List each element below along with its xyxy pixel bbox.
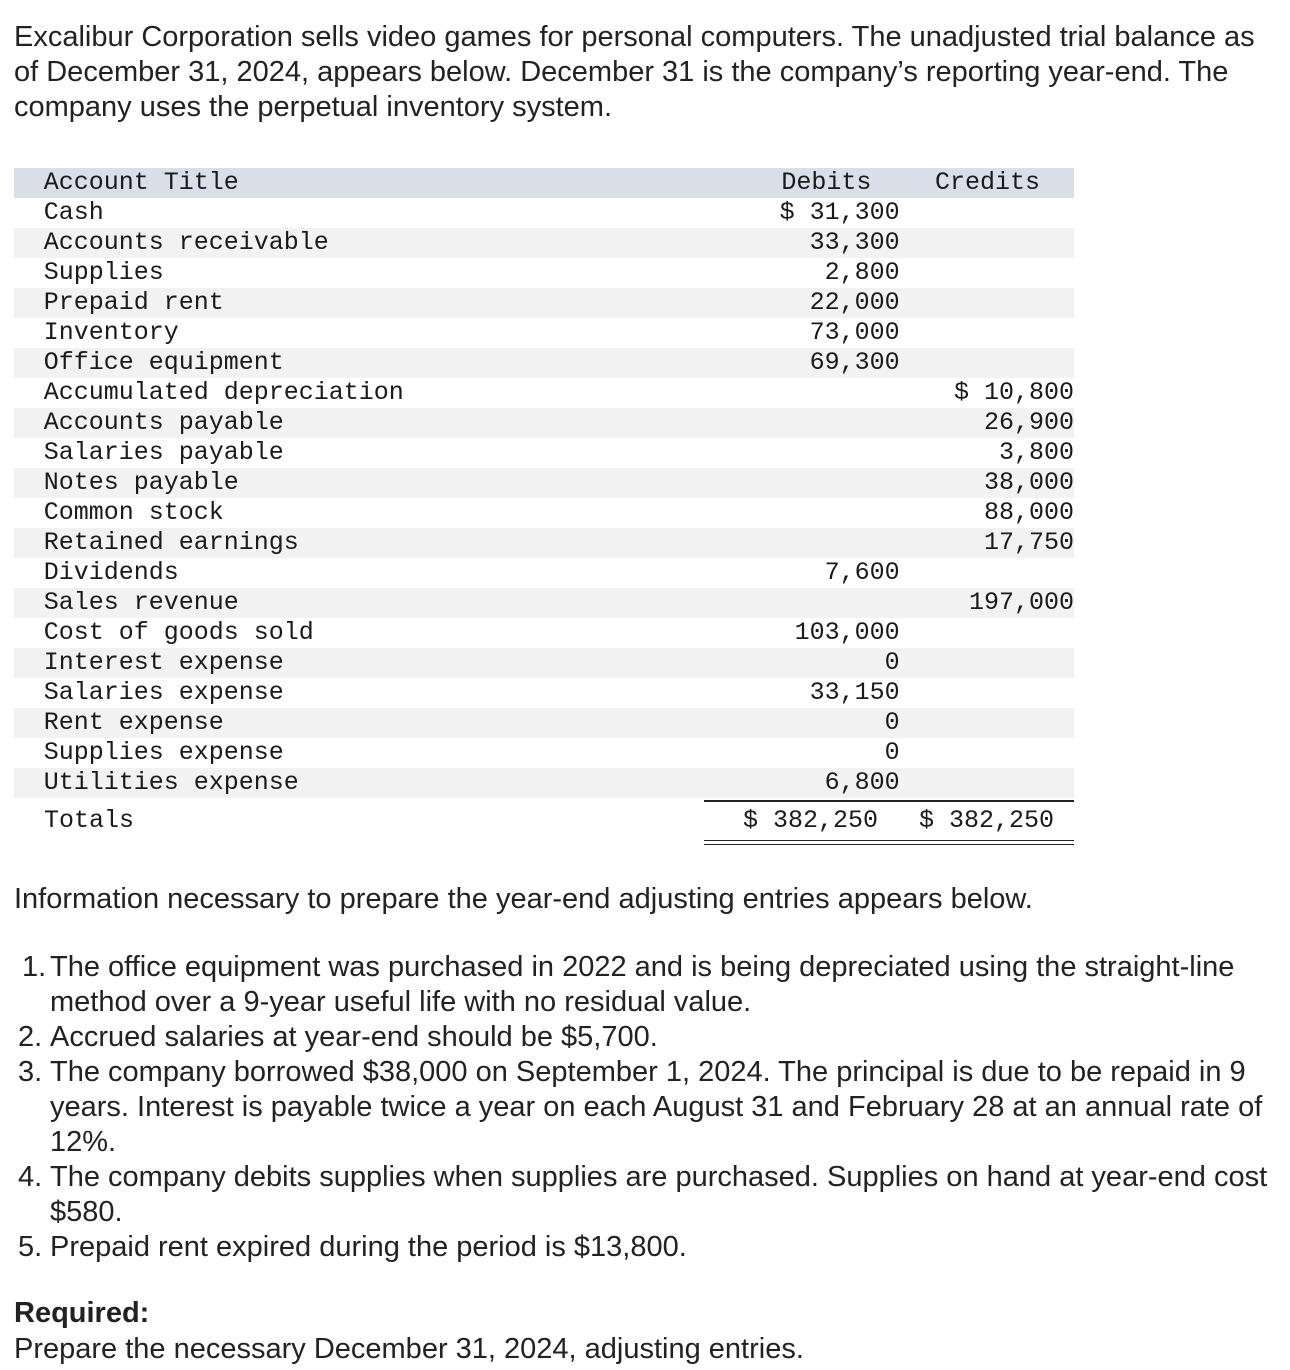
table-row — [14, 438, 1074, 468]
table-row — [14, 348, 1074, 378]
totals-row — [14, 806, 1074, 836]
account-name: Retained earnings — [43, 528, 299, 557]
totals-label: Totals — [44, 806, 135, 835]
debit-amount: 0 — [884, 708, 900, 737]
table-row — [14, 708, 1074, 738]
adjustment-number: 2. — [18, 1021, 43, 1053]
account-name: Cash — [43, 198, 104, 227]
totals-rule — [704, 800, 1074, 802]
adjustment-item — [14, 1055, 1274, 1160]
account-name: Supplies expense — [43, 738, 284, 767]
adjustment-item — [14, 1230, 1274, 1265]
account-name: Accumulated depreciation — [43, 378, 404, 407]
adjustment-item — [14, 1020, 1274, 1055]
table-row — [14, 468, 1074, 498]
debit-amount: 33,300 — [809, 228, 900, 257]
table-row — [14, 258, 1074, 288]
table-row — [14, 228, 1074, 258]
totals-section — [14, 798, 1074, 846]
credit-amount: 38,000 — [983, 468, 1074, 497]
account-name: Rent expense — [43, 708, 224, 737]
debit-amount: 6,800 — [824, 768, 900, 797]
adjustment-text: The company borrowed $38,000 on September 1, 2024. The principal is due to be repaid in 9 years. Interest is payable twice a year on each August 31 and February 28 at an annual rate of 12%. — [50, 1056, 1263, 1158]
adjustment-number: 1. — [22, 951, 47, 983]
credit-amount: 17,750 — [983, 528, 1074, 557]
credit-amount: 3,800 — [998, 438, 1074, 467]
totals-double-rule — [704, 840, 1074, 845]
adjustment-text: The company debits supplies when supplies are purchased. Supplies on hand at year-end cost $580. — [50, 1161, 1268, 1228]
account-name: Cost of goods sold — [43, 618, 314, 647]
account-name: Common stock — [43, 498, 224, 527]
adjustment-number: 3. — [18, 1056, 43, 1088]
adjustment-text: The office equipment was purchased in 2022 and is being depreciated using the straight-line method over a 9-year useful life with no residual value. — [50, 951, 1235, 1018]
table-row — [14, 558, 1074, 588]
table-row — [14, 768, 1074, 798]
account-name: Utilities expense — [43, 768, 299, 797]
table-row — [14, 318, 1074, 348]
account-name: Salaries payable — [43, 438, 284, 467]
table-row — [14, 738, 1074, 768]
table-row — [14, 528, 1074, 558]
debit-amount: $ 31,300 — [779, 198, 900, 227]
account-name: Sales revenue — [43, 588, 239, 617]
debit-amount: 0 — [884, 738, 900, 767]
account-name: Interest expense — [43, 648, 284, 677]
account-name: Salaries expense — [43, 678, 284, 707]
account-name: Accounts receivable — [43, 228, 329, 257]
debit-amount: 69,300 — [809, 348, 900, 377]
table-row — [14, 588, 1074, 618]
credit-amount: 197,000 — [968, 588, 1074, 617]
account-name: Prepaid rent — [43, 288, 224, 317]
account-name: Notes payable — [43, 468, 239, 497]
table-row — [14, 498, 1074, 528]
adjustment-number: 4. — [18, 1161, 43, 1193]
trial-balance-table — [14, 168, 1074, 846]
table-header-row — [14, 168, 1074, 198]
table-body — [14, 198, 1074, 798]
account-name: Dividends — [43, 558, 179, 587]
debit-amount: 103,000 — [794, 618, 900, 647]
debit-amount: 0 — [884, 648, 900, 677]
totals-credit: $ 382,250 — [918, 806, 1054, 835]
adjustment-item — [14, 950, 1274, 1020]
table-row — [14, 648, 1074, 678]
table-row — [14, 618, 1074, 648]
credit-amount: 88,000 — [983, 498, 1074, 527]
header-credits: Credits — [934, 168, 1040, 197]
adjustment-number: 5. — [18, 1231, 43, 1263]
debit-amount: 33,150 — [809, 678, 900, 707]
account-name: Supplies — [43, 258, 164, 287]
table-row — [14, 378, 1074, 408]
adjustment-text: Accrued salaries at year-end should be $5,700. — [50, 1021, 658, 1053]
required-task: Prepare the necessary December 31, 2024, adjusting entries. — [14, 1333, 804, 1365]
table-row — [14, 678, 1074, 708]
header-debits: Debits — [781, 168, 872, 197]
header-account-title: Account Title — [43, 168, 239, 197]
table-row — [14, 408, 1074, 438]
adjustment-text: Prepaid rent expired during the period is $13,800. — [50, 1231, 687, 1263]
adjustment-list — [14, 950, 1274, 1265]
required-label: Required: — [14, 1297, 150, 1329]
info-heading: Information necessary to prepare the year-end adjusting entries appears below. — [14, 883, 1033, 915]
table-row — [14, 288, 1074, 318]
credit-amount: 26,900 — [983, 408, 1074, 437]
account-name: Inventory — [43, 318, 179, 347]
intro-paragraph: Excalibur Corporation sells video games for personal computers. The unadjusted trial balance as of December 31, 2024, appears below. December 31 is the company’s reporting year-end. The company uses the perpetual inventory system. — [14, 21, 1255, 123]
adjustment-item — [14, 1160, 1274, 1230]
credit-amount: $ 10,800 — [953, 378, 1074, 407]
account-name: Accounts payable — [43, 408, 284, 437]
debit-amount: 73,000 — [809, 318, 900, 347]
debit-amount: 7,600 — [824, 558, 900, 587]
totals-debit: $ 382,250 — [742, 806, 878, 835]
debit-amount: 2,800 — [824, 258, 900, 287]
table-row — [14, 198, 1074, 228]
account-name: Office equipment — [43, 348, 284, 377]
debit-amount: 22,000 — [809, 288, 900, 317]
